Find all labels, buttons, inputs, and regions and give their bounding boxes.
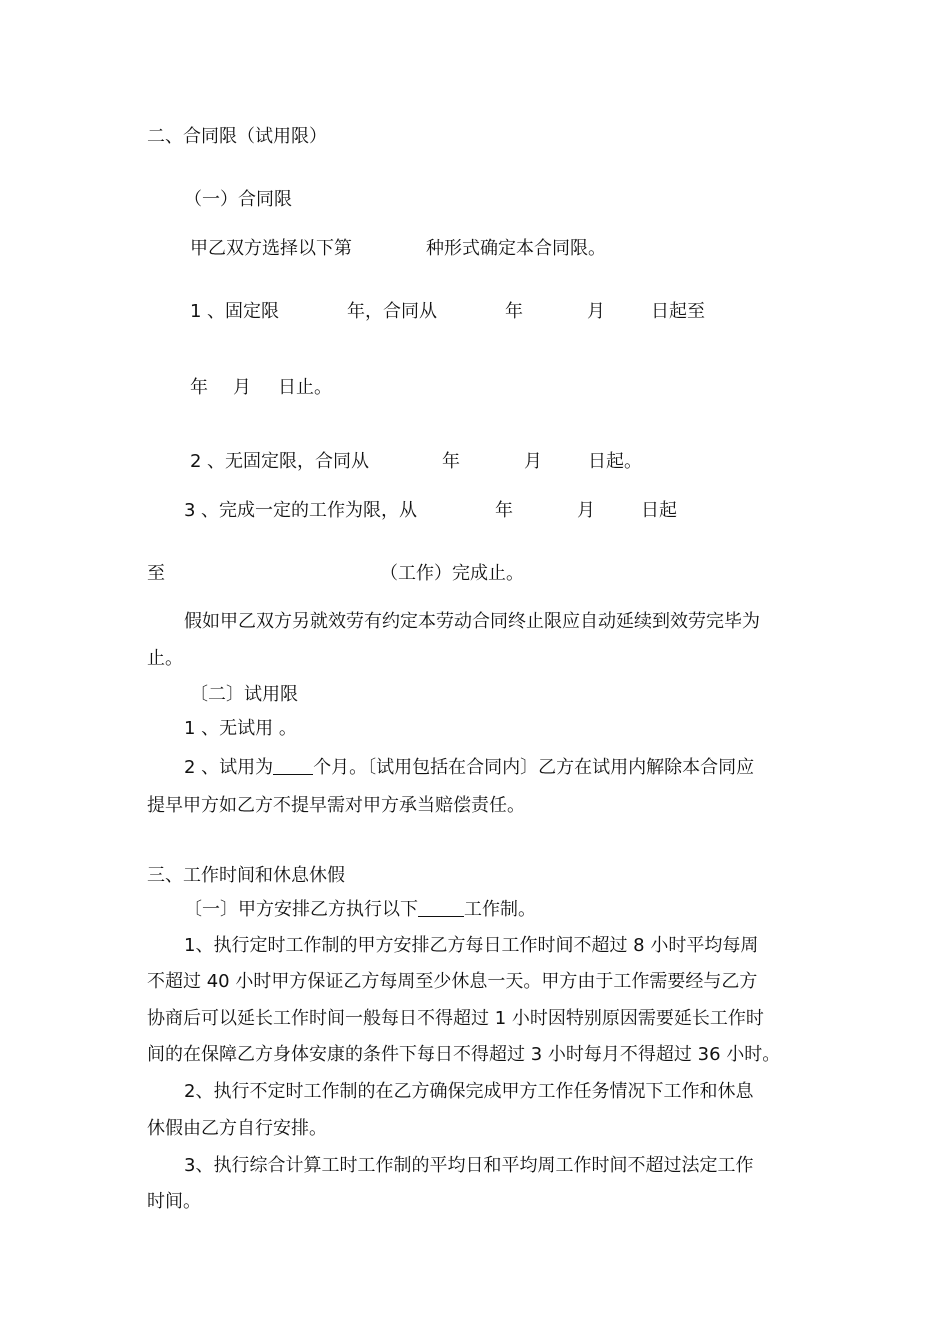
option-2-day: 日起。: [588, 451, 642, 472]
option-3-month: 月: [577, 500, 595, 521]
option-1-day: 日起至: [651, 301, 705, 322]
para-1-line-1: 1、执行定时工作制的甲方安排乙方每日工作时间不超过 8 小时平均每周: [184, 935, 759, 956]
option-3-end-work: （工作）完成止。: [380, 563, 524, 584]
option-1-end-day: 日止。: [278, 377, 332, 398]
option-2-number: 2: [190, 451, 202, 472]
para-1-line-2: 不超过 40 小时甲方保证乙方每周至少休息一天。甲方由于工作需要经与乙方: [147, 971, 758, 992]
intro-suffix: 种形式确定本合同限。: [426, 238, 606, 259]
option-3-year: 年: [495, 500, 513, 521]
option-1-year: 年: [505, 301, 523, 322]
option-3-end-to: 至: [147, 563, 165, 584]
probation-item-2: [184, 756, 754, 780]
option-1-years: 年，合同从: [347, 301, 437, 322]
work-system-line: [184, 898, 536, 922]
para-2-line-2: 休假由乙方自行安排。: [147, 1118, 327, 1139]
work-system-suffix: 工作制。: [464, 899, 536, 920]
para-2-line-1: 2、执行不定时工作制的在乙方确保完成甲方工作任务情况下工作和休息: [184, 1081, 754, 1102]
work-system-blank: [418, 898, 464, 917]
option-2-month: 月: [524, 451, 542, 472]
work-system-prefix: 〔一〕甲方安排乙方执行以下: [184, 899, 418, 920]
option-3-number: 3: [184, 500, 196, 521]
option-1-number: 1: [190, 301, 202, 322]
probation-item-2-line-2: 提早甲方如乙方不提早需对甲方承当赔偿责任。: [147, 795, 525, 816]
probation-item-2-prefix: 2 、试用为: [184, 757, 274, 778]
section-2-heading: 二、合同限（试用限）: [147, 126, 327, 147]
probation-months-blank: [273, 756, 313, 775]
para-3-line-2: 时间。: [147, 1191, 201, 1212]
probation-item-1: 1 、无试用 。: [184, 718, 297, 739]
section-3-heading: 三、工作时间和休息休假: [147, 865, 345, 886]
para-1-line-4: 间的在保障乙方身体安康的条件下每日不得超过 3 小时每月不得超过 36 小时。: [147, 1044, 781, 1065]
contract-term-title: （一）合同限: [184, 189, 292, 210]
option-1-end-year: 年: [190, 377, 208, 398]
para-1-line-3: 协商后可以延长工作时间一般每日不得超过 1 小时因特别原因需要延长工作时: [147, 1008, 764, 1029]
option-3-day: 日起: [641, 500, 677, 521]
probation-title: 〔二〕试用限: [190, 684, 298, 705]
option-3-label: 、完成一定的工作为限，从: [201, 500, 417, 521]
para-3-line-1: 3、执行综合计算工时工作制的平均日和平均周工作时间不超过法定工作: [184, 1155, 754, 1176]
option-1-month: 月: [587, 301, 605, 322]
intro-prefix: 甲乙双方选择以下第: [190, 238, 352, 259]
option-2-year: 年: [442, 451, 460, 472]
extension-line-2: 止。: [147, 648, 183, 669]
probation-item-2-suffix: 个月。〔试用包括在合同内〕乙方在试用内解除本合同应: [313, 757, 755, 778]
option-2-label: 、无固定限，合同从: [207, 451, 369, 472]
option-1-end-month: 月: [233, 377, 251, 398]
option-1-label: 、固定限: [207, 301, 279, 322]
extension-line-1: 假如甲乙双方另就效劳有约定本劳动合同终止限应自动延续到效劳完毕为: [184, 611, 760, 632]
